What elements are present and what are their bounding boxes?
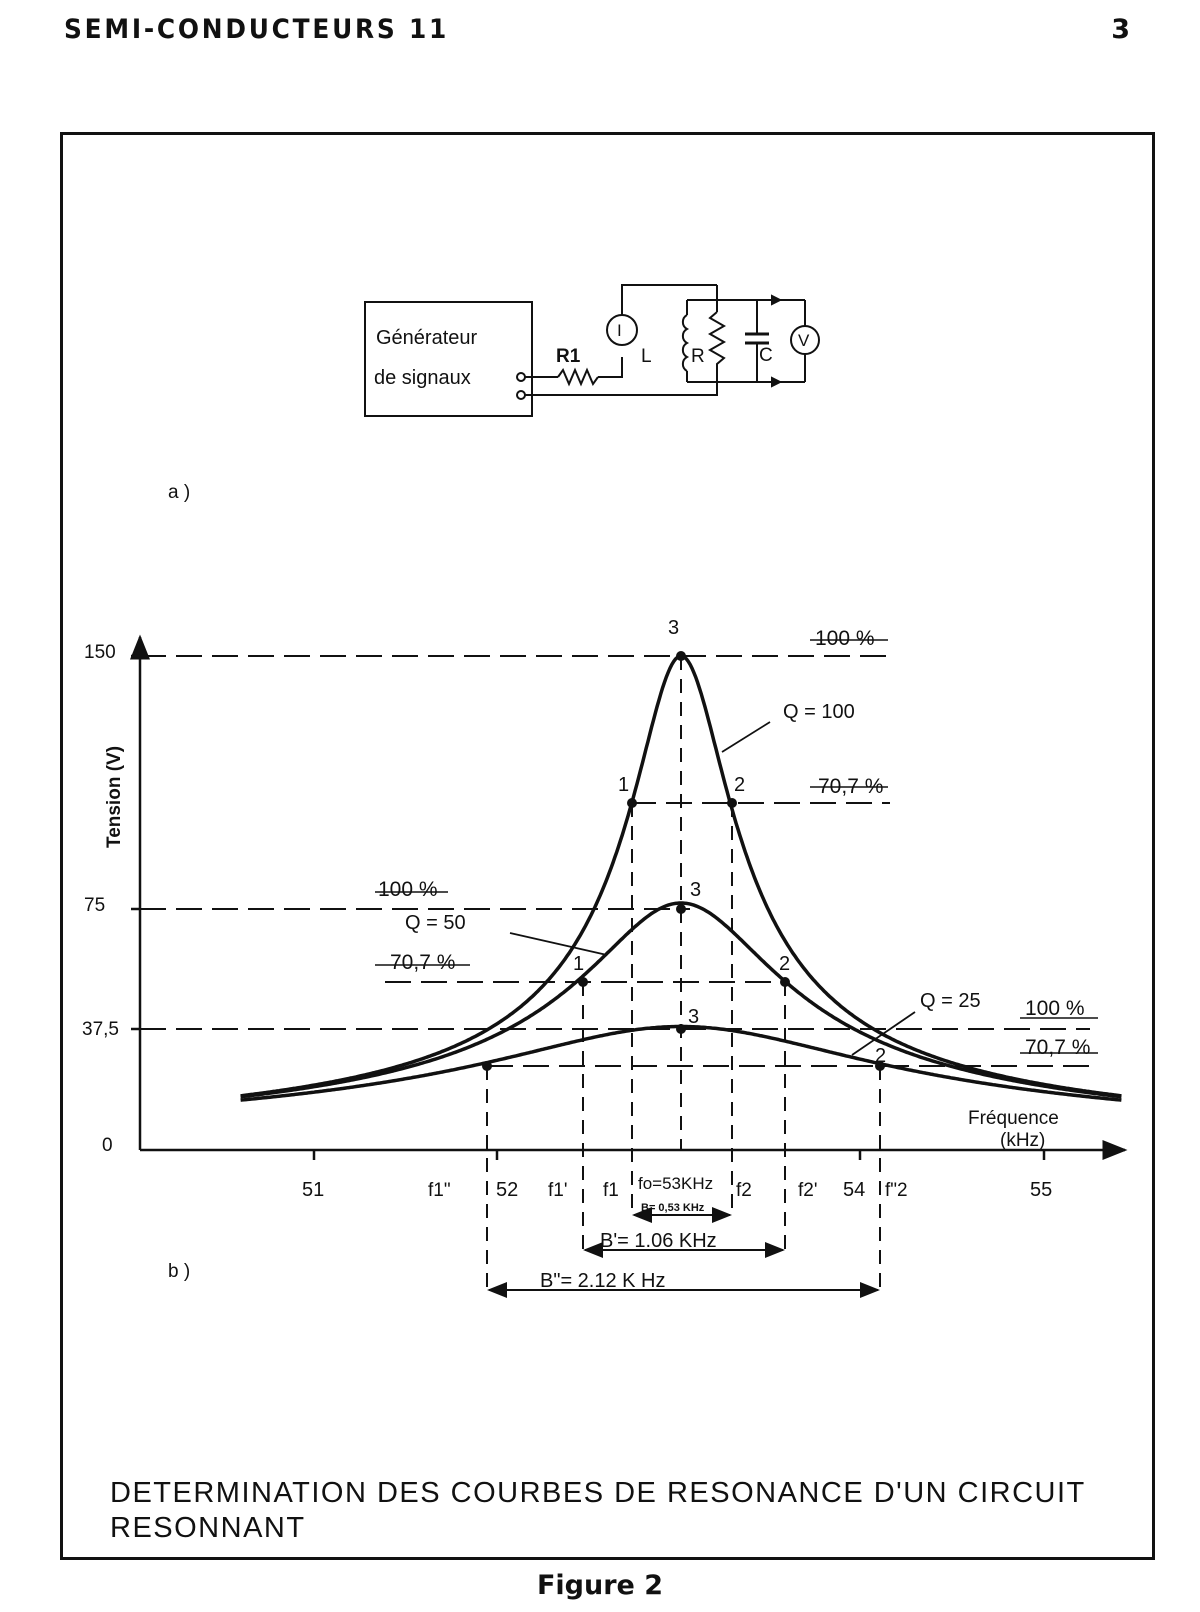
x-axis-title-line2: (kHz) — [1000, 1130, 1046, 1151]
q100-point-3 — [676, 651, 686, 661]
q100-point-1-label: 1 — [618, 774, 630, 796]
generator-label-line1: Générateur — [376, 327, 478, 349]
voltmeter-label: V — [798, 331, 810, 350]
x-tick-label-54: 54 — [843, 1179, 866, 1201]
x-tick-label-55: 55 — [1030, 1179, 1053, 1201]
q100-point-1 — [627, 798, 637, 808]
signal-generator-box — [365, 302, 532, 416]
q25-level-100-label: 100 % — [1025, 997, 1085, 1020]
part-a-label: a ) — [168, 482, 191, 503]
q25-level-707-label: 70,7 % — [1025, 1036, 1091, 1059]
y-tick-label-75: 75 — [84, 895, 106, 916]
q100-series-label: Q = 100 — [783, 701, 855, 723]
q50-point-3-label: 3 — [690, 879, 702, 901]
x-axis-title-line1: Fréquence — [968, 1108, 1059, 1129]
y-axis-title: Tension (V) — [104, 745, 125, 848]
generator-terminal-bottom — [517, 391, 525, 399]
resistor-r1-symbol — [558, 370, 598, 384]
resistor-r-symbol — [710, 312, 724, 382]
q25-point-3 — [676, 1024, 686, 1034]
q50-pointer — [510, 933, 607, 955]
resistor-label: R — [691, 346, 705, 367]
capacitor-label: C — [759, 345, 773, 366]
figure-title: DETERMINATION DES COURBES DE RESONANCE D'UN CIRCUIT RESONNANT — [110, 1477, 1086, 1544]
x-tick-label-52: 52 — [496, 1179, 519, 1201]
q25-point-2-label: 2 — [875, 1045, 887, 1067]
q25-series-label: Q = 25 — [920, 990, 981, 1012]
x-tick-label-51: 51 — [302, 1179, 325, 1201]
page-number: 3 — [1111, 14, 1130, 45]
figure-caption: Figure 2 — [536, 1570, 664, 1601]
f1pp-label: f1" — [428, 1180, 451, 1201]
circuit-schematic — [365, 285, 819, 416]
generator-terminal-top — [517, 373, 525, 381]
bandwidth-b-label: B= 0,53 KHz — [641, 1202, 705, 1214]
q25-point-3-label: 3 — [688, 1006, 700, 1028]
q100-level-707-label: 70,7 % — [818, 775, 884, 798]
f2pp-label: f"2 — [885, 1180, 908, 1201]
q50-point-1 — [578, 977, 588, 987]
q25-point-1 — [482, 1061, 492, 1071]
q50-point-1-label: 1 — [573, 953, 585, 975]
f1-label: f1 — [603, 1180, 619, 1201]
y-tick-label-150: 150 — [84, 642, 116, 663]
q50-level-100-label: 100 % — [378, 878, 438, 901]
q50-series-label: Q = 50 — [405, 912, 466, 934]
f2-label: f2 — [736, 1180, 752, 1201]
q100-point-3-label: 3 — [668, 617, 680, 639]
ammeter-symbol — [607, 315, 637, 345]
q100-level-100-label: 100 % — [815, 627, 875, 650]
inductor-l-symbol — [683, 315, 687, 371]
q50-point-3 — [676, 904, 686, 914]
generator-label-line2: de signaux — [374, 367, 471, 389]
f1p-label: f1' — [548, 1180, 568, 1201]
part-b-label: b ) — [168, 1261, 191, 1282]
q50-point-2 — [780, 977, 790, 987]
bandwidth-bpp-label: B"= 2.12 K Hz — [540, 1270, 666, 1292]
q50-level-707-label: 70,7 % — [390, 951, 456, 974]
q50-point-2-label: 2 — [779, 953, 791, 975]
q100-point-2 — [727, 798, 737, 808]
f2p-label: f2' — [798, 1180, 818, 1201]
r1-label: R1 — [556, 346, 581, 367]
frequency-lines — [487, 656, 880, 1290]
f0-label: fo=53KHz — [638, 1174, 714, 1193]
ammeter-label: I — [617, 321, 622, 340]
bandwidth-bp-label: B'= 1.06 KHz — [600, 1230, 717, 1252]
y-tick-label-37-5: 37,5 — [82, 1019, 119, 1040]
y-tick-label-0: 0 — [102, 1135, 113, 1156]
page-header-title: SEMI-CONDUCTEURS 11 — [64, 14, 450, 45]
inductor-label: L — [641, 346, 652, 367]
q100-pointer — [722, 722, 770, 752]
q100-point-2-label: 2 — [734, 774, 746, 796]
